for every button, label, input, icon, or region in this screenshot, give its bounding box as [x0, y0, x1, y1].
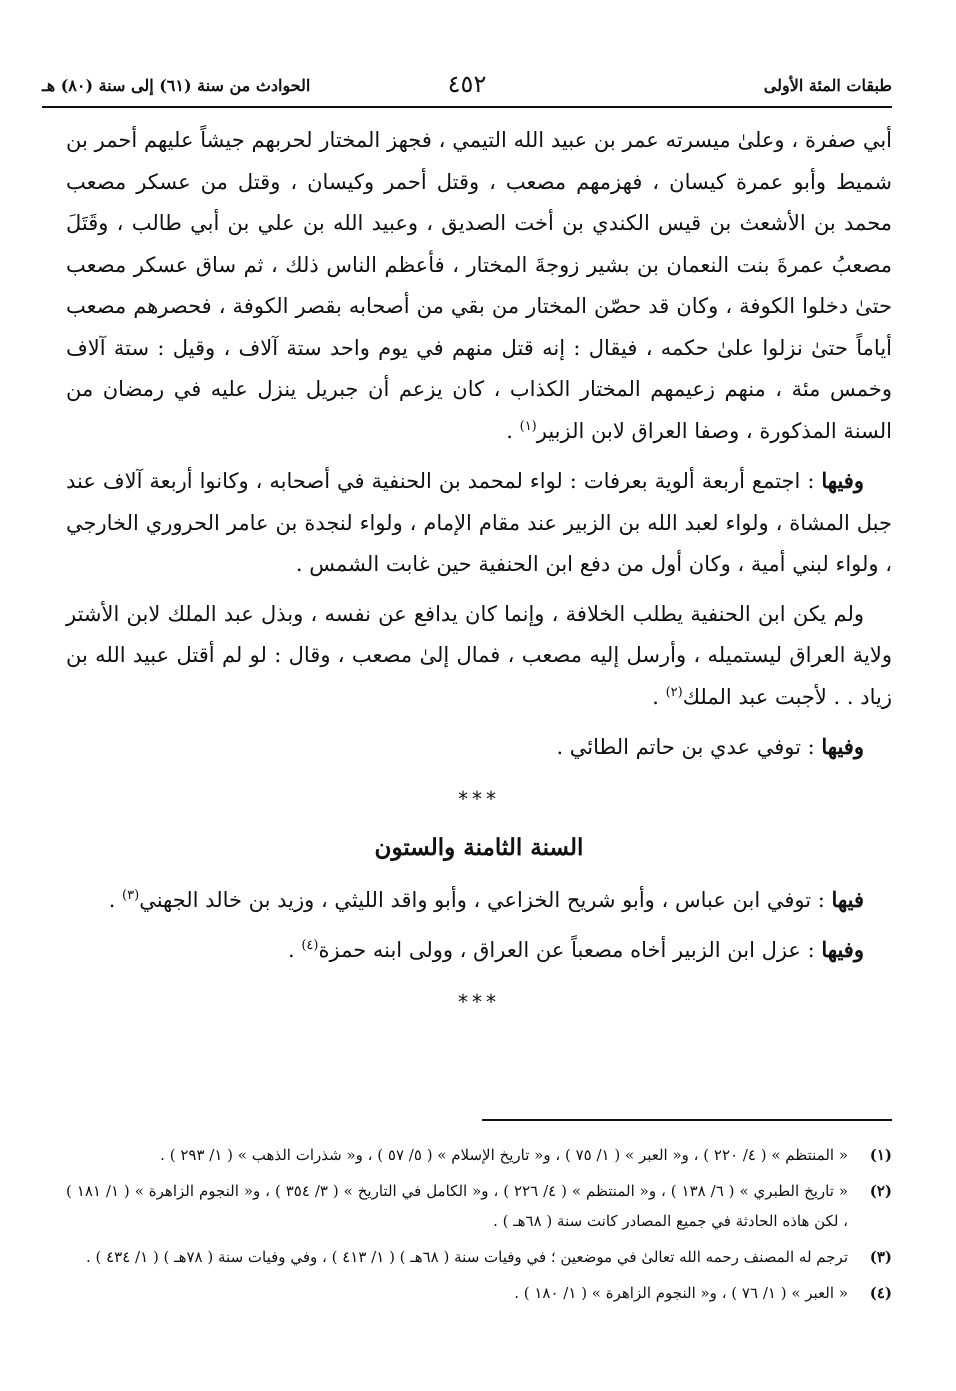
paragraph-mukhtar-defeat — [66, 120, 892, 452]
footnote-text: ترجم له المصنف رحمه الله تعالىٰ في موضعين ؛ في وفيات سنة ( ٦٨هـ ) ( ١/ ٤١٣ ) ، وفي وفيات سنة ( ٧٨هـ ) ( ١/ ٤٣٤ ) . — [85, 1248, 848, 1266]
book-title: طبقات المئة الأولى — [763, 76, 892, 95]
footnote-text: « المنتظم » ( ٤/ ٢٢٠ ) ، و« العبر » ( ١/ ٧٥ ) ، و« تاريخ الإسلام » ( ٥/ ٥٧ ) ، و« شذرات الذهب » ( ١/ ٢٩٣ ) . — [160, 1146, 848, 1164]
main-text — [66, 120, 892, 1030]
page-number: ٤٥٢ — [447, 70, 487, 98]
paragraph-four-banners — [66, 460, 892, 586]
lead-word: فيها — [831, 886, 864, 912]
footnote-number: (٤) — [869, 1284, 892, 1302]
paragraph-end: . — [652, 684, 666, 709]
footnote-4 — [66, 1278, 892, 1308]
paragraph-text: : عزل ابن الزبير أخاه مصعباً عن العراق ، وولى ابنه حمزة — [318, 938, 822, 962]
footnote-2 — [66, 1176, 892, 1236]
footnote-number: (٢) — [869, 1182, 892, 1200]
footnote-text: « العبر » ( ١/ ٧٦ ) ، و« النجوم الزاهرة » ( ١/ ١٨٠ ) . — [514, 1284, 848, 1302]
paragraph-end: . — [506, 418, 520, 443]
footnote-1 — [66, 1140, 892, 1170]
separator-stars: *** — [458, 786, 500, 811]
footnote-rule — [482, 1119, 892, 1121]
footnote-text: « تاريخ الطبري » ( ٦/ ١٣٨ ) ، و« المنتظم » ( ٤/ ٢٢٦ ) ، و« الكامل في التاريخ » ( ٣/ ٣٥٤ ) ، و« النجوم الزاهرة » ( ١/ ١٨١ ) ، لكن هاذه الحادثة في جميع المصادر كانت سنة ( ٦٨هـ ) . — [66, 1182, 849, 1230]
paragraph-adi-death — [66, 726, 892, 769]
footnote-3 — [66, 1242, 892, 1272]
footnote-ref-3: (٣) — [122, 887, 140, 903]
footnote-number: (١) — [869, 1146, 892, 1164]
running-header — [42, 66, 892, 106]
paragraph-musab-removed — [66, 929, 892, 972]
paragraph-text: : اجتمع أربعة ألوية بعرفات : لواء لمحمد بن الحنفية في أصحابه ، وكانوا أربعة آلاف عند جبل المشاة ، ولواء لعبد الله بن الزبير عند مقام الإمام ، ولواء لنجدة بن عامر الحروري الخارجي ، ولواء لبني أمية ، وكان أول من دفع ابن الحنفية حين غابت الشمس . — [66, 469, 892, 576]
separator-stars: *** — [458, 989, 500, 1014]
paragraph-text: : توفي عدي بن حاتم الطائي . — [556, 735, 822, 759]
lead-word: وفيها — [821, 734, 864, 759]
paragraph-text: ولم يكن ابن الحنفية يطلب الخلافة ، وإنما كان يدافع عن نفسه ، وبذل عبد الملك لابن الأشتر ولاية العراق ليستميله ، وأرسل إليه مصعب ، فمال إلىٰ مصعب ، وقال : لو لم أقتل عبيد الله بن زياد . . لأجبت عبد الملك — [66, 601, 892, 709]
section-heading: السنة الثامنة والستون — [374, 833, 584, 861]
footnote-number: (٣) — [869, 1248, 892, 1266]
footnote-ref-1: (١) — [519, 418, 537, 434]
header-rule — [42, 106, 892, 108]
paragraph-end: . — [287, 938, 302, 962]
lead-word: وفيها — [821, 937, 864, 962]
footnote-ref-2: (٢) — [665, 684, 683, 700]
lead-word: وفيها — [821, 468, 864, 493]
paragraph-year-68-deaths — [66, 879, 892, 922]
paragraph-ibn-hanafiya — [66, 594, 892, 719]
section-range: الحوادث من سنة (٦١) إلى سنة (٨٠) هـ — [42, 76, 311, 95]
paragraph-text: أبي صفرة ، وعلىٰ ميسرته عمر بن عبيد الله التيمي ، فجهز المختار لحربهم جيشاً عليهم أحمر بن شميط وأبو عمرة كيسان ، فهزمهم مصعب ، وقتل أحمر وكيسان ، وقتل من عسكر مصعب محمد بن الأشعث بن قيس الكندي بن أخت الصديق ، وعبيد الله بن علي بن أبي طالب ، وقَتَلَ مصعبُ عمرةَ بنت النعمان بن بشير زوجةَ المختار ، فأعظم الناس ذلك ، ثم ساق عسكر مصعب حتىٰ دخلوا الكوفة ، وكان قد حصّن المختار من بقي من أصحابه بقصر الكوفة ، فحصرهم مصعب أياماً حتىٰ نزلوا علىٰ حكمه ، فيقال : إنه قتل منهم في يوم واحد ستة آلاف ، وقيل : ستة آلاف وخمس مئة ، منهم زعيمهم المختار الكذاب ، كان يزعم أن جبريل ينزل عليه في رمضان من السنة المذكورة ، وصفا العراق لابن الزبير — [66, 128, 892, 443]
paragraph-text: : توفي ابن عباس ، وأبو شريح الخزاعي ، وأبو واقد الليثي ، وزيد بن خالد الجهني — [139, 887, 832, 912]
footnote-ref-4: (٤) — [301, 938, 319, 953]
footnotes — [66, 1140, 892, 1314]
paragraph-end: . — [108, 887, 123, 912]
